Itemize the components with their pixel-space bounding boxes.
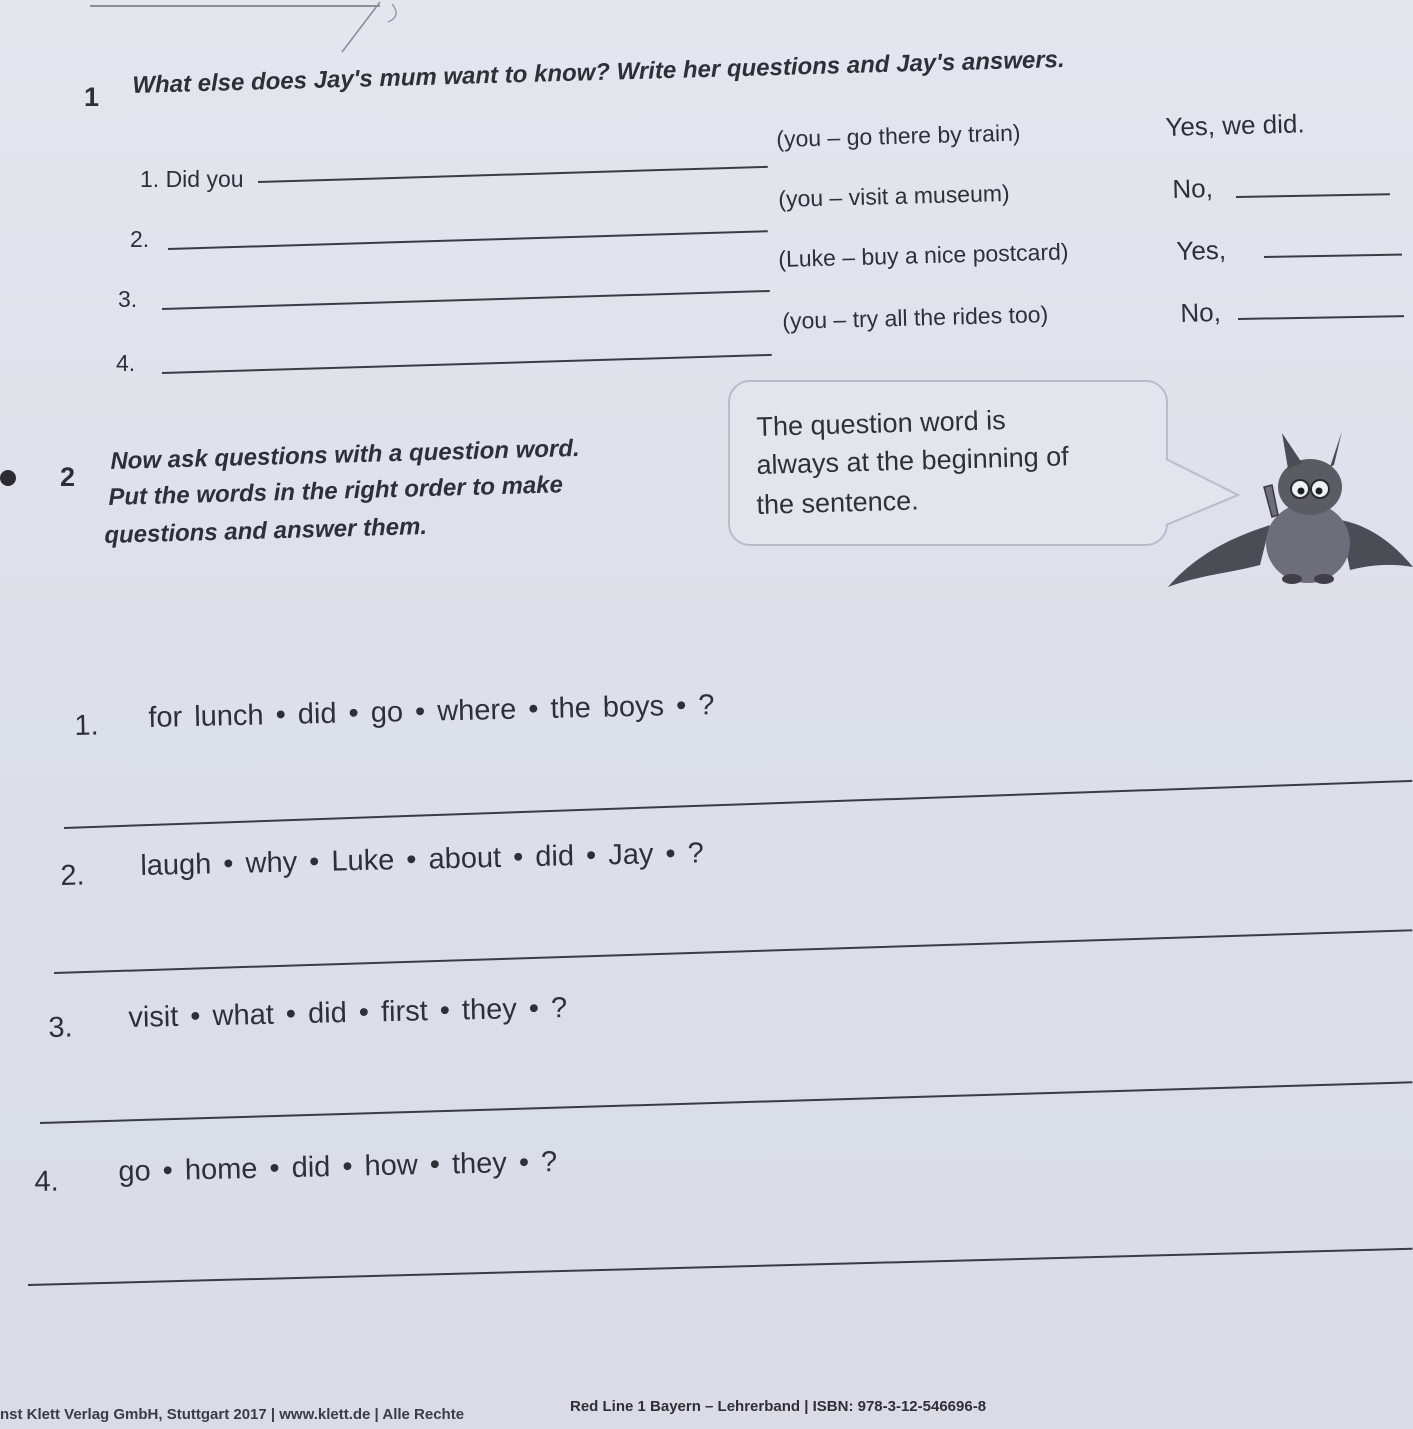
ex1-item2-label: 2.: [130, 226, 150, 252]
exercise2-heading-line3: questions and answer them.: [104, 512, 428, 549]
margin-bullet: [0, 470, 16, 486]
bubble-line3: the sentence.: [756, 485, 920, 520]
ex2-item1-number: 1.: [74, 709, 99, 742]
ex2-item3-number: 3.: [48, 1011, 73, 1044]
exercise1-heading: What else does Jay's mum want to know? Write her questions and Jay's answers.: [132, 45, 1065, 99]
ex1-item1-label: 1. Did you: [140, 166, 244, 192]
bat-mascot-icon: [1160, 425, 1413, 595]
ex1-item2-answer-line[interactable]: [168, 230, 768, 250]
ex2-item4-answer-line[interactable]: [28, 1248, 1413, 1286]
pencil-scribble: [80, 0, 400, 60]
exercise2-heading-line2: Put the words in the right order to make: [108, 471, 564, 511]
ex1-item4-answer-blank[interactable]: [1238, 315, 1404, 320]
ex2-item3-words: visit • what • did • first • they • ?: [128, 992, 568, 1034]
ex1-item3-hint: (Luke – buy a nice postcard): [778, 238, 1069, 272]
ex2-item3-answer-line[interactable]: [40, 1081, 1412, 1124]
ex1-item4-answer: No,: [1180, 296, 1222, 328]
ex2-item2-words: laugh • why • Luke • about • did • Jay • ?: [140, 837, 705, 882]
ex2-item4-words: go • home • did • how • they • ?: [118, 1146, 558, 1188]
exercise2-heading-line1: Now ask questions with a question word.: [110, 434, 580, 475]
bubble-line1: The question word is: [756, 405, 1006, 442]
ex1-item3-answer-blank[interactable]: [1264, 254, 1402, 258]
ex1-item3-answer-line[interactable]: [162, 290, 770, 310]
ex1-item1-hint: (you – go there by train): [776, 119, 1021, 152]
ex1-item3-label: 3.: [118, 286, 138, 312]
footer-copyright: nst Klett Verlag GmbH, Stuttgart 2017 | www.klett.de | Alle Rechte: [0, 1406, 465, 1423]
footer-isbn: Red Line 1 Bayern – Lehrerband | ISBN: 978-3-12-546696-8: [570, 1398, 987, 1415]
exercise1-number: 1: [84, 82, 100, 112]
ex1-item2-answer: No,: [1172, 172, 1214, 204]
ex1-item2-answer-blank[interactable]: [1236, 193, 1390, 198]
exercise2-number: 2: [60, 462, 76, 492]
ex1-item2-hint: (you – visit a museum): [778, 179, 1010, 212]
ex2-item2-answer-line[interactable]: [54, 929, 1412, 974]
ex1-item3-answer: Yes,: [1176, 234, 1227, 266]
ex2-item4-number: 4.: [34, 1165, 59, 1198]
ex2-item1-answer-line[interactable]: [64, 780, 1412, 829]
ex1-item4-hint: (you – try all the rides too): [782, 301, 1049, 334]
bubble-line2: always at the beginning of: [756, 441, 1070, 480]
ex1-item4-answer-line[interactable]: [162, 354, 772, 374]
ex1-item4-label: 4.: [116, 350, 136, 376]
ex1-item1-answer-line[interactable]: [258, 166, 768, 183]
ex2-item1-words: for lunch • did • go • where • the boys • ?: [148, 689, 715, 734]
ex1-item1-answer: Yes, we did.: [1165, 108, 1305, 142]
ex2-item2-number: 2.: [60, 859, 85, 892]
